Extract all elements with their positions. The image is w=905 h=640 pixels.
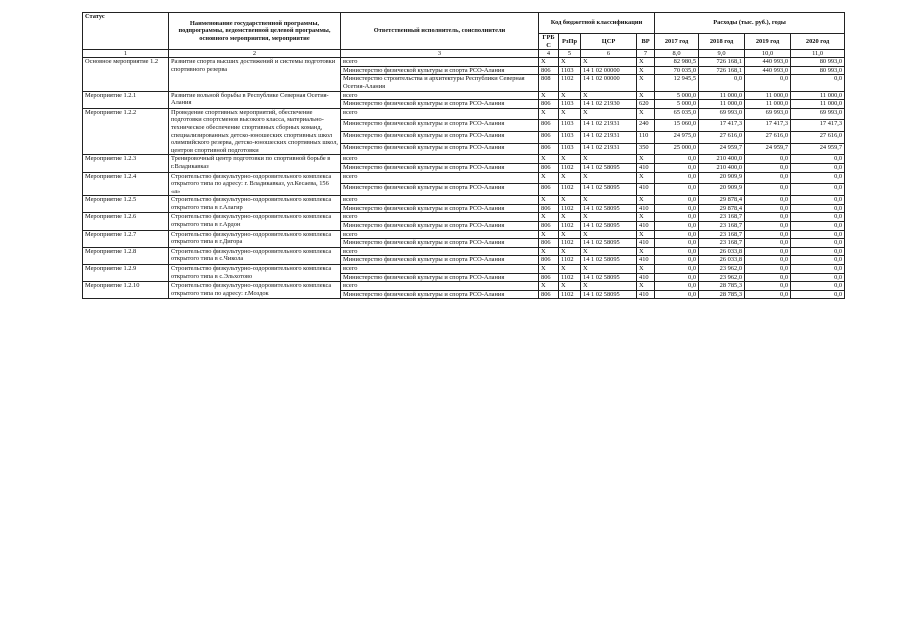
amount-2019-cell: 69 993,0	[745, 108, 791, 120]
amount-2018-cell: 726 168,1	[699, 66, 745, 75]
amount-2017-cell: 0,0	[655, 213, 699, 222]
vr-cell: X	[637, 213, 655, 222]
grbs-cell: X	[539, 213, 559, 222]
column-number: 9,0	[699, 50, 745, 58]
rzpr-cell: X	[559, 108, 581, 120]
grbs-cell: X	[539, 91, 559, 100]
amount-2020-cell: 11 000,0	[791, 100, 845, 109]
grbs-cell: X	[539, 247, 559, 256]
amount-2020-cell: 0,0	[791, 163, 845, 172]
amount-2018-cell: 11 000,0	[699, 100, 745, 109]
column-number: 1	[83, 50, 169, 58]
csr-cell: X	[581, 155, 637, 164]
rzpr-cell: X	[559, 91, 581, 100]
program-name-cell: Строительство физкультурно-оздоровительного комплекса открытого типа по адресу: г.Моздок	[169, 282, 341, 299]
vr-cell: X	[637, 247, 655, 256]
program-name-cell: Строительство физкультурно-оздоровительного комплекса открытого типа в г.Дигора	[169, 230, 341, 247]
column-number: 7	[637, 50, 655, 58]
executor-cell: всего	[341, 265, 539, 274]
csr-cell: 14 1 02 21930	[581, 100, 637, 109]
vr-cell: 410	[637, 273, 655, 282]
vr-cell: 410	[637, 290, 655, 299]
amount-2019-cell: 0,0	[745, 239, 791, 248]
executor-cell: Министерство физической культуры и спорта РСО-Алания	[341, 204, 539, 213]
csr-cell: X	[581, 230, 637, 239]
vr-cell: 620	[637, 100, 655, 109]
table-row	[83, 172, 845, 184]
rzpr-cell: 1102	[559, 222, 581, 231]
amount-2020-cell: 17 417,3	[791, 120, 845, 132]
table-row	[83, 91, 845, 100]
vr-cell: 410	[637, 256, 655, 265]
grbs-cell: 806	[539, 120, 559, 132]
amount-2019-cell: 0,0	[745, 75, 791, 91]
csr-cell: X	[581, 282, 637, 291]
amount-2019-cell: 0,0	[745, 184, 791, 196]
csr-cell: X	[581, 91, 637, 100]
status-cell: Мероприятие 1.2.2	[83, 108, 169, 155]
grbs-cell: X	[539, 108, 559, 120]
amount-2018-cell: 29 878,4	[699, 204, 745, 213]
amount-2018-cell: 726 168,1	[699, 58, 745, 67]
status-cell: Мероприятие 1.2.6	[83, 213, 169, 230]
grbs-cell: X	[539, 230, 559, 239]
vr-cell: X	[637, 155, 655, 164]
rzpr-cell: X	[559, 282, 581, 291]
amount-2020-cell: 69 993,0	[791, 108, 845, 120]
amount-2019-cell: 0,0	[745, 265, 791, 274]
executor-cell: всего	[341, 213, 539, 222]
header-year-2019: 2019 год	[745, 34, 791, 50]
amount-2019-cell: 11 000,0	[745, 100, 791, 109]
amount-2020-cell: 0,0	[791, 265, 845, 274]
grbs-cell: X	[539, 172, 559, 184]
executor-cell: Министерство строительства и архитектуры Республики Северная Осетия-Алания	[341, 75, 539, 91]
vr-cell: X	[637, 172, 655, 184]
status-cell: Мероприятие 1.2.7	[83, 230, 169, 247]
amount-2017-cell: 0,0	[655, 247, 699, 256]
rzpr-cell: 1103	[559, 66, 581, 75]
executor-cell: Министерство физической культуры и спорта РСО-Алания	[341, 163, 539, 172]
csr-cell: 14 1 02 21931	[581, 143, 637, 155]
csr-cell: 14 1 02 58095	[581, 256, 637, 265]
csr-cell: 14 1 02 00000	[581, 66, 637, 75]
document-page	[82, 12, 844, 299]
rzpr-cell: 1102	[559, 273, 581, 282]
amount-2019-cell: 0,0	[745, 172, 791, 184]
column-number: 6	[581, 50, 637, 58]
amount-2017-cell: 5 000,0	[655, 91, 699, 100]
amount-2017-cell: 5 000,0	[655, 100, 699, 109]
program-name-cell: Развитие спорта высших достижений и системы подготовки спортивного резерва	[169, 58, 341, 91]
program-name-cell: Строительство физкультурно-оздоровительного комплекса открытого типа в с.Эльхотово	[169, 265, 341, 282]
header-year-2017: 2017 год	[655, 34, 699, 50]
executor-cell: всего	[341, 230, 539, 239]
amount-2018-cell: 29 878,4	[699, 196, 745, 205]
amount-2019-cell: 0,0	[745, 155, 791, 164]
amount-2018-cell: 210 400,0	[699, 155, 745, 164]
rzpr-cell: X	[559, 213, 581, 222]
amount-2017-cell: 25 000,0	[655, 143, 699, 155]
rzpr-cell: 1102	[559, 204, 581, 213]
amount-2019-cell: 440 993,0	[745, 66, 791, 75]
program-name-cell: Тренировочный центр подготовки по спортивной борьбе в г.Владикавказ	[169, 155, 341, 172]
amount-2018-cell: 26 033,8	[699, 247, 745, 256]
grbs-cell: 806	[539, 100, 559, 109]
grbs-cell: X	[539, 265, 559, 274]
vr-cell: 410	[637, 204, 655, 213]
vr-cell: 410	[637, 222, 655, 231]
program-name-cell: Проведение спортивных мероприятий, обеспечение подготовки спортсменов высокого класса, материально-техническое обеспечение спортивных сборных команд, специализированных детско-юношеских спортивных школ олимпийского резерва, детско-юношеских спортивных школ, центров спортивной подготовки	[169, 108, 341, 155]
amount-2018-cell: 23 168,7	[699, 239, 745, 248]
amount-2018-cell: 11 000,0	[699, 91, 745, 100]
amount-2018-cell: 23 962,0	[699, 265, 745, 274]
executor-cell: всего	[341, 91, 539, 100]
amount-2020-cell: 0,0	[791, 155, 845, 164]
grbs-cell: 806	[539, 184, 559, 196]
rzpr-cell: X	[559, 172, 581, 184]
rzpr-cell: 1102	[559, 163, 581, 172]
amount-2019-cell: 0,0	[745, 204, 791, 213]
csr-cell: 14 1 02 00000	[581, 75, 637, 91]
amount-2020-cell: 27 616,0	[791, 132, 845, 144]
amount-2018-cell: 28 785,3	[699, 282, 745, 291]
grbs-cell: X	[539, 58, 559, 67]
amount-2018-cell: 20 909,9	[699, 184, 745, 196]
csr-cell: 14 1 02 58095	[581, 222, 637, 231]
vr-cell: X	[637, 282, 655, 291]
budget-table	[82, 12, 845, 299]
vr-cell: X	[637, 230, 655, 239]
amount-2019-cell: 0,0	[745, 273, 791, 282]
header-budget-code: Код бюджетной классификации	[539, 13, 655, 34]
grbs-cell: 806	[539, 132, 559, 144]
amount-2020-cell: 80 993,0	[791, 66, 845, 75]
program-name-cell: Строительство физкультурно-оздоровительного комплекса открытого типа в с.Чикола	[169, 247, 341, 264]
amount-2017-cell: 0,0	[655, 239, 699, 248]
rzpr-cell: 1102	[559, 184, 581, 196]
executor-cell: Министерство физической культуры и спорта РСО-Алания	[341, 222, 539, 231]
csr-cell: X	[581, 265, 637, 274]
status-cell: Основное мероприятие 1.2	[83, 58, 169, 91]
table-row	[83, 213, 845, 222]
csr-cell: X	[581, 196, 637, 205]
csr-cell: 14 1 02 58095	[581, 163, 637, 172]
amount-2018-cell: 0,0	[699, 75, 745, 91]
amount-2017-cell: 0,0	[655, 196, 699, 205]
column-number: 5	[559, 50, 581, 58]
csr-cell: 14 1 02 21931	[581, 132, 637, 144]
amount-2019-cell: 0,0	[745, 163, 791, 172]
status-cell: Мероприятие 1.2.4	[83, 172, 169, 196]
table-row	[83, 247, 845, 256]
grbs-cell: 806	[539, 256, 559, 265]
amount-2018-cell: 26 033,8	[699, 256, 745, 265]
amount-2017-cell: 0,0	[655, 184, 699, 196]
amount-2020-cell: 0,0	[791, 290, 845, 299]
header-expenses: Расходы (тыс. руб.), годы	[655, 13, 845, 34]
amount-2019-cell: 0,0	[745, 247, 791, 256]
column-number-row	[83, 50, 845, 58]
executor-cell: Министерство физической культуры и спорта РСО-Алания	[341, 184, 539, 196]
vr-cell: X	[637, 91, 655, 100]
rzpr-cell: 1103	[559, 100, 581, 109]
rzpr-cell: 1102	[559, 256, 581, 265]
amount-2018-cell: 20 909,9	[699, 172, 745, 184]
executor-cell: всего	[341, 172, 539, 184]
rzpr-cell: 1102	[559, 290, 581, 299]
amount-2017-cell: 12 945,5	[655, 75, 699, 91]
table-row	[83, 230, 845, 239]
amount-2020-cell: 0,0	[791, 273, 845, 282]
vr-cell: X	[637, 196, 655, 205]
rzpr-cell: X	[559, 230, 581, 239]
amount-2018-cell: 210 400,0	[699, 163, 745, 172]
grbs-cell: 806	[539, 273, 559, 282]
amount-2019-cell: 24 959,7	[745, 143, 791, 155]
vr-cell: 110	[637, 132, 655, 144]
column-number: 8,0	[655, 50, 699, 58]
grbs-cell: 806	[539, 290, 559, 299]
status-cell: Мероприятие 1.2.3	[83, 155, 169, 172]
grbs-cell: 806	[539, 143, 559, 155]
header-executor: Ответственный исполнитель, соисполнители	[341, 13, 539, 50]
rzpr-cell: X	[559, 58, 581, 67]
amount-2020-cell: 80 993,0	[791, 58, 845, 67]
amount-2017-cell: 0,0	[655, 155, 699, 164]
executor-cell: Министерство физической культуры и спорта РСО-Алания	[341, 66, 539, 75]
vr-cell: X	[637, 66, 655, 75]
column-number: 4	[539, 50, 559, 58]
amount-2020-cell: 0,0	[791, 213, 845, 222]
grbs-cell: 806	[539, 204, 559, 213]
amount-2017-cell: 0,0	[655, 273, 699, 282]
table-row	[83, 196, 845, 205]
executor-cell: Министерство физической культуры и спорта РСО-Алания	[341, 239, 539, 248]
amount-2018-cell: 27 616,0	[699, 132, 745, 144]
amount-2017-cell: 0,0	[655, 282, 699, 291]
amount-2018-cell: 23 168,7	[699, 213, 745, 222]
amount-2019-cell: 0,0	[745, 282, 791, 291]
amount-2019-cell: 0,0	[745, 213, 791, 222]
rzpr-cell: X	[559, 247, 581, 256]
rzpr-cell: X	[559, 265, 581, 274]
amount-2020-cell: 0,0	[791, 239, 845, 248]
program-name-cell: Развитие вольной борьбы в Республике Северная Осетия-Алания	[169, 91, 341, 108]
amount-2017-cell: 0,0	[655, 256, 699, 265]
executor-cell: всего	[341, 155, 539, 164]
amount-2020-cell: 0,0	[791, 222, 845, 231]
executor-cell: всего	[341, 108, 539, 120]
amount-2017-cell: 0,0	[655, 204, 699, 213]
amount-2017-cell: 0,0	[655, 230, 699, 239]
csr-cell: 14 1 02 58095	[581, 239, 637, 248]
header-rzpr: РзПр	[559, 34, 581, 50]
vr-cell: X	[637, 75, 655, 91]
rzpr-cell: 1103	[559, 120, 581, 132]
executor-cell: всего	[341, 58, 539, 67]
header-vr: ВР	[637, 34, 655, 50]
executor-cell: всего	[341, 196, 539, 205]
header-csr: ЦСР	[581, 34, 637, 50]
header-status: Статус	[83, 13, 169, 50]
amount-2020-cell: 0,0	[791, 230, 845, 239]
executor-cell: Министерство физической культуры и спорта РСО-Алания	[341, 120, 539, 132]
grbs-cell: 808	[539, 75, 559, 91]
csr-cell: X	[581, 213, 637, 222]
program-name-cell: Строительство физкультурно-оздоровительного комплекса открытого типа в г.Ардон	[169, 213, 341, 230]
csr-cell: X	[581, 247, 637, 256]
table-row	[83, 108, 845, 120]
amount-2018-cell: 23 168,7	[699, 230, 745, 239]
csr-cell: 14 1 02 58095	[581, 290, 637, 299]
status-cell: Мероприятие 1.2.9	[83, 265, 169, 282]
table-row	[83, 265, 845, 274]
amount-2020-cell: 0,0	[791, 282, 845, 291]
grbs-cell: 806	[539, 66, 559, 75]
header-name: Наименование государственной программы, подпрограммы, ведомственной целевой программы, основного мероприятия, мероприятие	[169, 13, 341, 50]
amount-2020-cell: 11 000,0	[791, 91, 845, 100]
csr-cell: 14 1 02 58095	[581, 184, 637, 196]
vr-cell: 410	[637, 239, 655, 248]
amount-2019-cell: 27 616,0	[745, 132, 791, 144]
header-grbs: ГРБС	[539, 34, 559, 50]
vr-cell: X	[637, 265, 655, 274]
vr-cell: 350	[637, 143, 655, 155]
status-cell: Мероприятие 1.2.8	[83, 247, 169, 264]
status-cell: Мероприятие 1.2.1	[83, 91, 169, 108]
amount-2019-cell: 0,0	[745, 230, 791, 239]
column-number: 3	[341, 50, 539, 58]
vr-cell: X	[637, 58, 655, 67]
program-name-cell: Строительство физкультурно-оздоровительного комплекса открытого типа в г.Алагир	[169, 196, 341, 213]
amount-2020-cell: 0,0	[791, 256, 845, 265]
amount-2017-cell: 0,0	[655, 290, 699, 299]
executor-cell: Министерство физической культуры и спорта РСО-Алания	[341, 143, 539, 155]
amount-2019-cell: 0,0	[745, 196, 791, 205]
column-number: 11,0	[791, 50, 845, 58]
rzpr-cell: 1103	[559, 143, 581, 155]
amount-2018-cell: 28 785,3	[699, 290, 745, 299]
amount-2020-cell: 0,0	[791, 196, 845, 205]
grbs-cell: 806	[539, 222, 559, 231]
amount-2020-cell: 0,0	[791, 172, 845, 184]
csr-cell: X	[581, 108, 637, 120]
amount-2018-cell: 23 962,0	[699, 273, 745, 282]
table-row	[83, 155, 845, 164]
csr-cell: 14 1 02 21931	[581, 120, 637, 132]
amount-2017-cell: 0,0	[655, 265, 699, 274]
amount-2019-cell: 0,0	[745, 290, 791, 299]
grbs-cell: 806	[539, 239, 559, 248]
executor-cell: Министерство физической культуры и спорта РСО-Алания	[341, 132, 539, 144]
column-number: 2	[169, 50, 341, 58]
header-year-2018: 2018 год	[699, 34, 745, 50]
status-cell: Мероприятие 1.2.10	[83, 282, 169, 299]
rzpr-cell: 1102	[559, 239, 581, 248]
amount-2017-cell: 82 980,5	[655, 58, 699, 67]
amount-2020-cell: 24 959,7	[791, 143, 845, 155]
csr-cell: 14 1 02 58095	[581, 204, 637, 213]
amount-2017-cell: 70 035,0	[655, 66, 699, 75]
amount-2020-cell: 0,0	[791, 204, 845, 213]
amount-2019-cell: 0,0	[745, 256, 791, 265]
amount-2017-cell: 65 035,0	[655, 108, 699, 120]
csr-cell: X	[581, 172, 637, 184]
rzpr-cell: X	[559, 155, 581, 164]
grbs-cell: 806	[539, 163, 559, 172]
executor-cell: Министерство физической культуры и спорта РСО-Алания	[341, 290, 539, 299]
executor-cell: всего	[341, 282, 539, 291]
amount-2019-cell: 17 417,3	[745, 120, 791, 132]
csr-cell: 14 1 02 58095	[581, 273, 637, 282]
amount-2018-cell: 69 993,0	[699, 108, 745, 120]
executor-cell: Министерство физической культуры и спорта РСО-Алания	[341, 100, 539, 109]
amount-2017-cell: 15 060,0	[655, 120, 699, 132]
grbs-cell: X	[539, 155, 559, 164]
vr-cell: 410	[637, 184, 655, 196]
amount-2017-cell: 0,0	[655, 163, 699, 172]
csr-cell: X	[581, 58, 637, 67]
executor-cell: всего	[341, 247, 539, 256]
grbs-cell: X	[539, 196, 559, 205]
amount-2017-cell: 24 975,0	[655, 132, 699, 144]
rzpr-cell: X	[559, 196, 581, 205]
program-name-cell: Строительство физкультурно-оздоровительного комплекса открытого типа по адресу: г. Владикавказ, ул.Кесаева, 156 «а»	[169, 172, 341, 196]
grbs-cell: X	[539, 282, 559, 291]
amount-2019-cell: 11 000,0	[745, 91, 791, 100]
rzpr-cell: 1102	[559, 75, 581, 91]
executor-cell: Министерство физической культуры и спорта РСО-Алания	[341, 273, 539, 282]
status-cell: Мероприятие 1.2.5	[83, 196, 169, 213]
table-row	[83, 282, 845, 291]
table-row	[83, 58, 845, 67]
rzpr-cell: 1103	[559, 132, 581, 144]
vr-cell: 240	[637, 120, 655, 132]
amount-2020-cell: 0,0	[791, 75, 845, 91]
amount-2017-cell: 0,0	[655, 222, 699, 231]
vr-cell: 410	[637, 163, 655, 172]
amount-2020-cell: 0,0	[791, 247, 845, 256]
amount-2020-cell: 0,0	[791, 184, 845, 196]
amount-2018-cell: 17 417,3	[699, 120, 745, 132]
header-year-2020: 2020 год	[791, 34, 845, 50]
column-number: 10,0	[745, 50, 791, 58]
amount-2019-cell: 0,0	[745, 222, 791, 231]
table-body	[83, 58, 845, 299]
amount-2018-cell: 24 959,7	[699, 143, 745, 155]
amount-2018-cell: 23 168,7	[699, 222, 745, 231]
amount-2017-cell: 0,0	[655, 172, 699, 184]
amount-2019-cell: 440 993,0	[745, 58, 791, 67]
vr-cell: X	[637, 108, 655, 120]
executor-cell: Министерство физической культуры и спорта РСО-Алания	[341, 256, 539, 265]
